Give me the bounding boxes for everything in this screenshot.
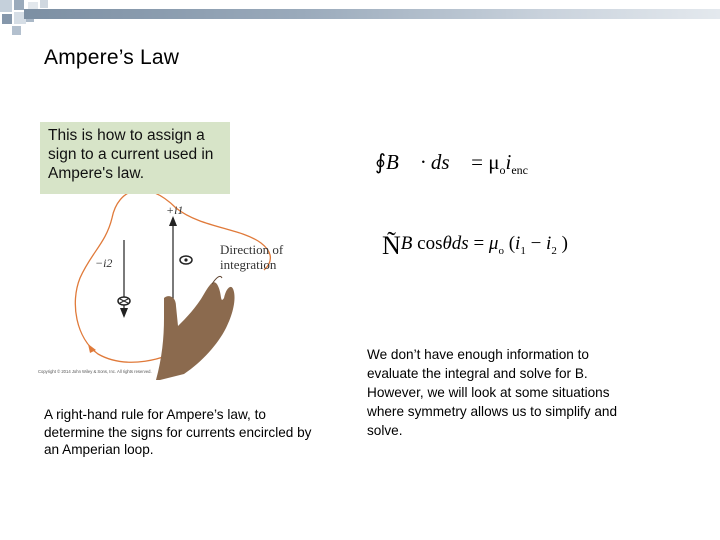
eq2-i2-subscript: 2 bbox=[551, 244, 557, 257]
eq2-i2: i bbox=[546, 233, 552, 254]
current-i1-label: +i1 bbox=[166, 203, 184, 217]
eq1-integrand: B⃗ · ds⃗ bbox=[385, 150, 466, 174]
eq1-current: i bbox=[505, 150, 512, 174]
title-bar-stripe bbox=[24, 9, 720, 19]
note-text: This is how to assign a sign to a current used in Ampere's law. bbox=[48, 127, 214, 182]
eq2-paren-open: ( bbox=[503, 233, 516, 254]
corner-decoration bbox=[0, 0, 60, 50]
eq2-cos: cos bbox=[412, 233, 443, 254]
eq1-enc-subscript: enc bbox=[511, 163, 528, 178]
right-hand-illustration bbox=[156, 282, 235, 380]
decor-square bbox=[2, 14, 12, 24]
decor-square bbox=[40, 0, 48, 8]
amperes-law-equation bbox=[375, 150, 528, 178]
eq2-paren-close: ) bbox=[556, 233, 568, 254]
eq1-equals: = μ bbox=[465, 150, 500, 174]
slide-title: Ampere’s Law bbox=[44, 46, 180, 69]
eq1-mu-subscript: o bbox=[499, 163, 506, 178]
explanation-text: We don’t have enough information to evaluate the integral and solve for B. However, we will look at some situations where symmetry allows us to simplify and solve. bbox=[367, 347, 618, 438]
eq2-minus: − bbox=[525, 233, 547, 254]
decor-square bbox=[14, 0, 24, 10]
eq2-i1: i bbox=[515, 233, 521, 254]
expanded-equation bbox=[382, 226, 568, 260]
figure-caption: A right-hand rule for Ampere’s law, to determine the signs for currents encircled by an Amperian loop. bbox=[44, 407, 312, 457]
eq2-mu: μ bbox=[488, 233, 499, 254]
figure-credit: Copyright © 2014 John Wiley & Sons, Inc. All rights reserved. bbox=[38, 369, 152, 374]
eq2-mu-subscript: o bbox=[498, 244, 504, 257]
eq2-b: B bbox=[400, 233, 413, 254]
decor-square bbox=[0, 0, 12, 12]
wire-i2-arrow bbox=[120, 308, 128, 318]
contour-integral-symbol: ∮ bbox=[375, 150, 386, 174]
eq2-equals: = bbox=[468, 233, 489, 254]
eq2-integral-glyph: Ñ bbox=[382, 231, 401, 260]
eq2-theta-ds: θds bbox=[442, 233, 469, 254]
wire-i1-center bbox=[184, 258, 187, 261]
current-i2-label: −i2 bbox=[95, 256, 113, 270]
eq2-i1-subscript: 1 bbox=[520, 244, 526, 257]
direction-label: Direction of integration bbox=[220, 242, 284, 272]
decor-square bbox=[12, 26, 21, 35]
